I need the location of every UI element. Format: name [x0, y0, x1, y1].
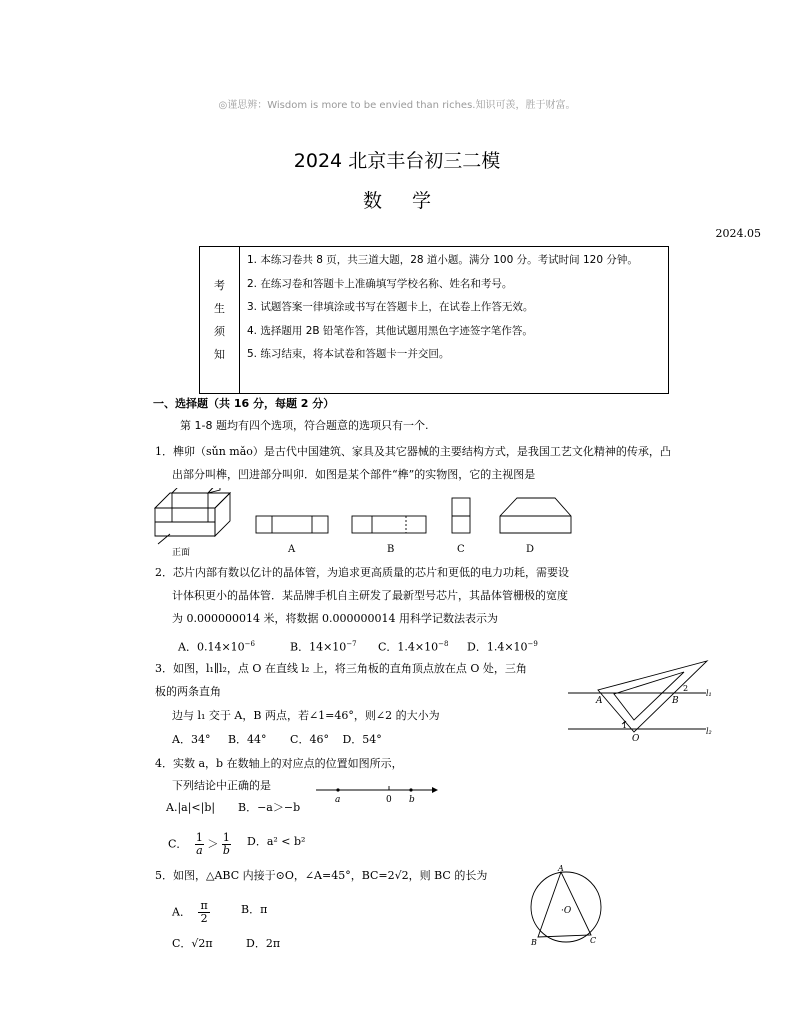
q1-text-line1: 1．榫卯（sǔn mǎo）是古代中国建筑、家具及其它器械的主要结构方式，是我国工艺文化精神的传承，凸 — [155, 445, 671, 458]
q1-option-d-figure — [500, 498, 571, 533]
option-letter: B． — [290, 640, 310, 654]
section-heading: 一、选择题（共 16 分，每题 2 分） — [153, 397, 335, 410]
fraction-numerator: 1 — [195, 831, 203, 844]
notice-item: 3. 试题答案一律填涂或书写在答题卡上，在试卷上作答无效。 — [247, 301, 534, 313]
label-b: B — [531, 938, 537, 947]
notice-label-char: 须 — [214, 325, 225, 338]
label-b: B — [672, 696, 679, 706]
q3-option-c: C．46° — [290, 733, 329, 746]
q1-front-label: 正面 — [172, 548, 191, 558]
option-value: 1.4×10 — [397, 640, 439, 654]
q2-option-a — [178, 636, 255, 656]
label-c: C — [590, 936, 597, 945]
q4-number-line — [314, 780, 440, 806]
label-angle-2: 2 — [683, 684, 689, 693]
q5-circle-figure — [524, 862, 610, 948]
label-a: A — [558, 864, 564, 873]
q4-option-c — [168, 832, 231, 857]
fraction-numerator: π — [200, 899, 208, 912]
q1-text-line2: 出部分叫榫，凹进部分叫卯．如图是某个部件“榫”的实物图，它的主视图是 — [172, 468, 536, 481]
q4-text-line1: 4．实数 a，b 在数轴上的对应点的位置如图所示， — [155, 757, 403, 770]
notice-box — [199, 246, 669, 394]
fraction-denominator: b — [222, 844, 230, 857]
q3-text-line3: 边与 l₁ 交于 A，B 两点，若∠1=46°，则∠2 的大小为 — [172, 709, 440, 722]
fraction-numerator: 1 — [222, 831, 230, 844]
option-letter: C． — [378, 640, 398, 654]
point-b — [409, 788, 412, 791]
q1-object-top — [155, 493, 230, 508]
notice-label-char: 考 — [214, 279, 225, 292]
label-zero: 0 — [386, 795, 392, 805]
q1-option-b-figure — [352, 516, 426, 533]
page-title: 2024 北京丰台初三二模 — [293, 150, 501, 172]
notice-label — [200, 247, 240, 393]
fraction-1-over-b — [222, 832, 231, 857]
q5-option-d: D．2π — [246, 937, 281, 950]
option-value: 14×10 — [309, 640, 347, 654]
option-letter: A． — [172, 905, 191, 919]
q5-option-a — [172, 900, 210, 925]
label-b: b — [409, 795, 415, 805]
triangle-ruler-outer — [598, 661, 707, 732]
q3-option-a: A．34° — [172, 733, 211, 746]
fraction-pi-over-2 — [198, 900, 209, 925]
relation-symbol: ＞ — [207, 837, 219, 851]
notice-label-char: 生 — [214, 302, 225, 315]
notice-items — [240, 247, 668, 393]
q3-text-line1: 3．如图，l₁∥l₂，点 O 在直线 l₂ 上，将三角板的直角顶点放在点 O 处，三角 — [155, 662, 527, 675]
label-a: a — [335, 795, 341, 805]
notice-label-char: 知 — [214, 348, 225, 361]
option-letter: C． — [168, 837, 188, 851]
option-value: 1.4×10 — [486, 640, 528, 654]
q2-text-line2: 计体积更小的晶体管．某品牌手机自主研发了最新型号芯片，其晶体管栅极的宽度 — [172, 589, 568, 602]
q4-option-a: A.|a|<|b| — [166, 801, 216, 814]
q4-option-b: B．−a＞−b — [238, 801, 301, 814]
section-instruction: 第 1-8 题均有四个选项，符合题意的选项只有一个. — [180, 419, 429, 432]
label-o: ·O — [561, 906, 572, 916]
q4-option-d: D．a² < b² — [247, 835, 306, 848]
fraction-denominator: a — [196, 844, 203, 857]
q3-text-line2: 板的两条直角 — [155, 685, 221, 698]
subject-title: 数学 — [362, 190, 461, 212]
q2-option-d — [467, 636, 538, 656]
q4-text-line2: 下列结论中正确的是 — [172, 779, 271, 792]
q1-option-b-label: B — [387, 544, 395, 555]
q5-option-c: C．√2π — [172, 937, 213, 950]
q2-option-c — [378, 636, 448, 656]
q1-option-a-label: A — [288, 544, 296, 555]
q3-option-d: D．54° — [342, 733, 382, 746]
label-angle-1: 1 — [622, 721, 628, 730]
q1-option-a-figure — [256, 516, 328, 533]
fraction-1-over-a — [195, 832, 204, 857]
option-letter: D． — [467, 640, 487, 654]
option-exponent: −9 — [527, 640, 538, 648]
q2-option-b — [290, 636, 357, 656]
triangle-abc — [538, 872, 591, 937]
notice-item: 1. 本练习卷共 8 页，共三道大题，28 道小题。满分 100 分。考试时间 120 分钟。 — [247, 254, 638, 266]
option-exponent: −8 — [438, 640, 449, 648]
fraction-denominator: 2 — [200, 912, 208, 925]
q1-option-c-label: C — [457, 544, 465, 555]
notice-item: 4. 选择题用 2B 铅笔作答，其他试题用黑色字迹签字笔作答。 — [247, 324, 533, 337]
q2-text-line3: 为 0.000000014 米，将数据 0.000000014 用科学记数法表示为 — [172, 612, 498, 625]
q1-option-c-figure — [452, 498, 470, 533]
notice-item: 5. 练习结束，将本试卷和答题卡一并交回。 — [247, 348, 450, 360]
q1-option-d-label: D — [526, 544, 535, 555]
label-o: O — [632, 734, 640, 742]
label-l2: l₂ — [706, 727, 712, 736]
option-value: 0.14×10 — [196, 640, 245, 654]
option-exponent: −6 — [244, 640, 255, 648]
q3-figure — [566, 658, 716, 742]
option-exponent: −7 — [346, 640, 357, 648]
watermark: ◎谨思辨：Wisdom is more to be envied than riches.知识可羡，胜于财富。 — [218, 100, 576, 111]
q3-option-b: B．44° — [227, 733, 267, 746]
exam-date: 2024.05 — [715, 227, 761, 240]
label-l1: l₁ — [706, 689, 712, 698]
q1-figure — [150, 488, 590, 560]
point-a — [336, 788, 339, 791]
q3-options — [172, 732, 382, 748]
q5-text-line1: 5．如图，△ABC 内接于⊙O，∠A=45°，BC=2√2，则 BC 的长为 — [155, 869, 488, 882]
label-a: A — [596, 696, 603, 706]
q2-text-line1: 2．芯片内部有数以亿计的晶体管，为追求更高质量的芯片和更低的电力功耗，需要设 — [155, 566, 569, 579]
q5-option-b: B．π — [241, 903, 268, 916]
option-letter: A． — [178, 640, 197, 654]
notice-item: 2. 在练习卷和答题卡上准确填写学校名称、姓名和考号。 — [247, 277, 513, 290]
